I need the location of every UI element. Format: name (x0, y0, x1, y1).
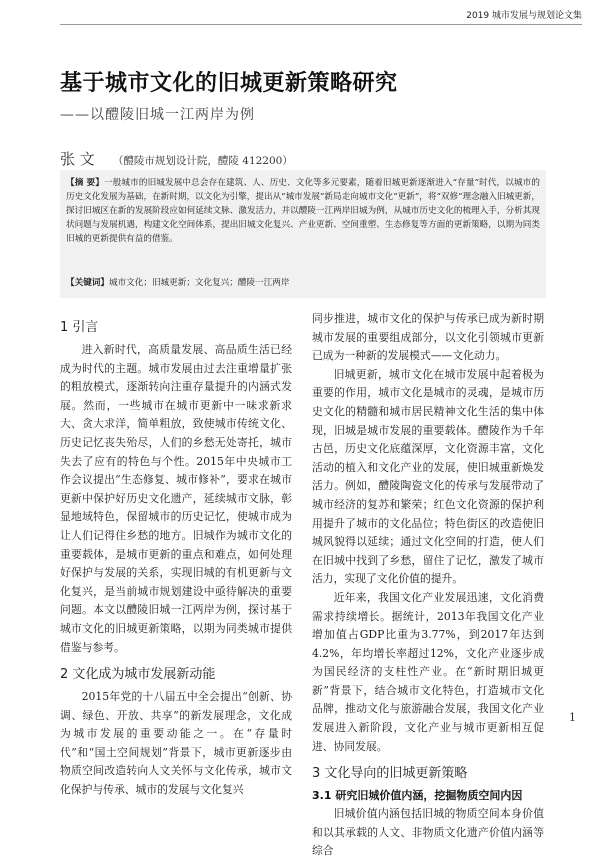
section-heading-3: 3 文化导向的旧城更新策略 (312, 766, 468, 782)
author-line (60, 148, 293, 169)
paragraph: 旧城更新，城市文化在城市发展中起着极为重要的作用，城市文化是城市的灵魂，是城市历史文化的精髓和城市居民精神文化生活的集中体现，旧城是城市发展的重要载体。醴陵作为千年古邑，历史文化底蕴深厚，文化资源丰富，文化活动的植入和文化产业的发展，使旧城重新焕发活力。例如，醴陵陶瓷文化的传承与发展带动了城市经济的复苏和繁荣；红色文化资源的保护利用提升了城市的文化品位；特色街区的改造使旧城风貌得以延续；通过文化空间的打造，使人们在旧城中找到了乡愁，留住了记忆，激发了城市活力，实现了文化价值的提升。 (312, 367, 544, 586)
author-name: 张 文 (60, 150, 95, 168)
left-column (60, 310, 292, 800)
paragraph: 旧城价值内涵包括旧城的物质空间本身价值和以其承载的人文、非物质文化遗产价值内涵等综合 (312, 807, 544, 858)
paragraph: 近年来，我国文化产业发展迅速，文化消费需求持续增长。据统计，2013年我国文化产业增加值占GDP比重为3.77%，到2017年达到4.2%，年均增长率超过12%，文化产业逐步成为国民经济的支柱性产业。在“新时期旧城更新”背景下，结合城市文化特色，打造城市文化品牌，推动文化与旅游融合发展，我国文化产业发展进入新阶段，文化产业与城市更新相互促进、协同发展。 (312, 590, 544, 753)
author-affiliation: （醴陵市规划设计院，醴陵 412200） (112, 155, 293, 167)
article-title: 基于城市文化的旧城更新策略研究 (60, 71, 398, 96)
paragraph: 2015年党的十八届五中全会提出“创新、协调、绿色、开放、共享”的新发展理念，文化成为城市发展的重要动能之一。在“存量时代”和“国土空间规划”背景下，城市更新逐步由物质空间改造转向人文关怀与文化传承，城市文化保护与传承、城市的发展与文化复兴 (60, 690, 292, 797)
abstract-text: 一般城市的旧城发展中总会存在建筑、人、历史、文化等多元要素，随着旧城更新逐渐进入“存量”时代，以城市的历史文化发展为基础，在新时期，以文化为引擎，提出从“城市发展”新局走向城市文化“更新”，将“双修”理念融入旧城更新，探讨旧城区在新的发展阶段应如何延续文脉、激发活力，并以醴陵一江两岸旧城为例，从城市历史文化的梳理入手，分析其现状问题与发展机遇，构建文化空间体系，提出旧城文化复兴、产业更新、空间重塑、生态修复等方面的更新策略，以期为同类旧城的更新提供有益的借鉴。 (66, 178, 540, 244)
right-column (312, 310, 544, 861)
abstract (66, 176, 540, 246)
paragraph: 同步推进，城市文化的保护与传承已成为新时期城市发展的重要组成部分，以文化引领城市更新已成为一种新的发展模式——文化动力。 (312, 312, 544, 363)
keywords-text: 城市文化；旧城更新；文化复兴；醴陵一江两岸 (108, 278, 290, 288)
section-heading-1: 1 引言 (60, 320, 99, 335)
section-heading-2: 2 文化成为城市发展新动能 (60, 667, 216, 683)
keywords (66, 276, 540, 290)
article-subtitle: ——以醴陵旧城一江两岸为例 (60, 107, 255, 123)
subsection-heading-3-1: 3.1 研究旧城价值内涵，挖掘物质空间内因 (312, 789, 523, 803)
paragraph: 进入新时代，高质量发展、高品质生活已经成为时代的主题。城市发展由过去注重增量扩张的粗放模式，逐渐转向注重存量提升的内涵式发展。然而，一些城市在城市更新中一味求新求大、贪大求洋，简单粗放，致使城市传统文化、历史记忆丧失殆尽，人们的乡愁无处寄托，城市失去了应有的特色与个性。2015年中央城市工作会议提出“生态修复、城市修补”，要求在城市更新中保护好历史文化遗产，延续城市文脉，彰显地域特色，保留城市的历史记忆，使城市成为让人们记得住乡愁的地方。旧城作为城市文化的重要载体，是城市更新的重点和难点，如何处理好保护与发展的关系，实现旧城的有机更新与文化复兴，是当前城市规划建设中亟待解决的重要问题。本文以醴陵旧城一江两岸为例，探讨基于城市文化的旧城更新策略，以期为同类城市提供借鉴与参考。 (60, 343, 292, 654)
keywords-label: 【关键词】 (66, 278, 109, 288)
abstract-label: 【摘 要】 (66, 178, 104, 188)
header-rule (60, 24, 582, 25)
page-number: 1 (569, 711, 576, 724)
running-header: 2019 城市发展与规划论文集 (466, 11, 582, 21)
